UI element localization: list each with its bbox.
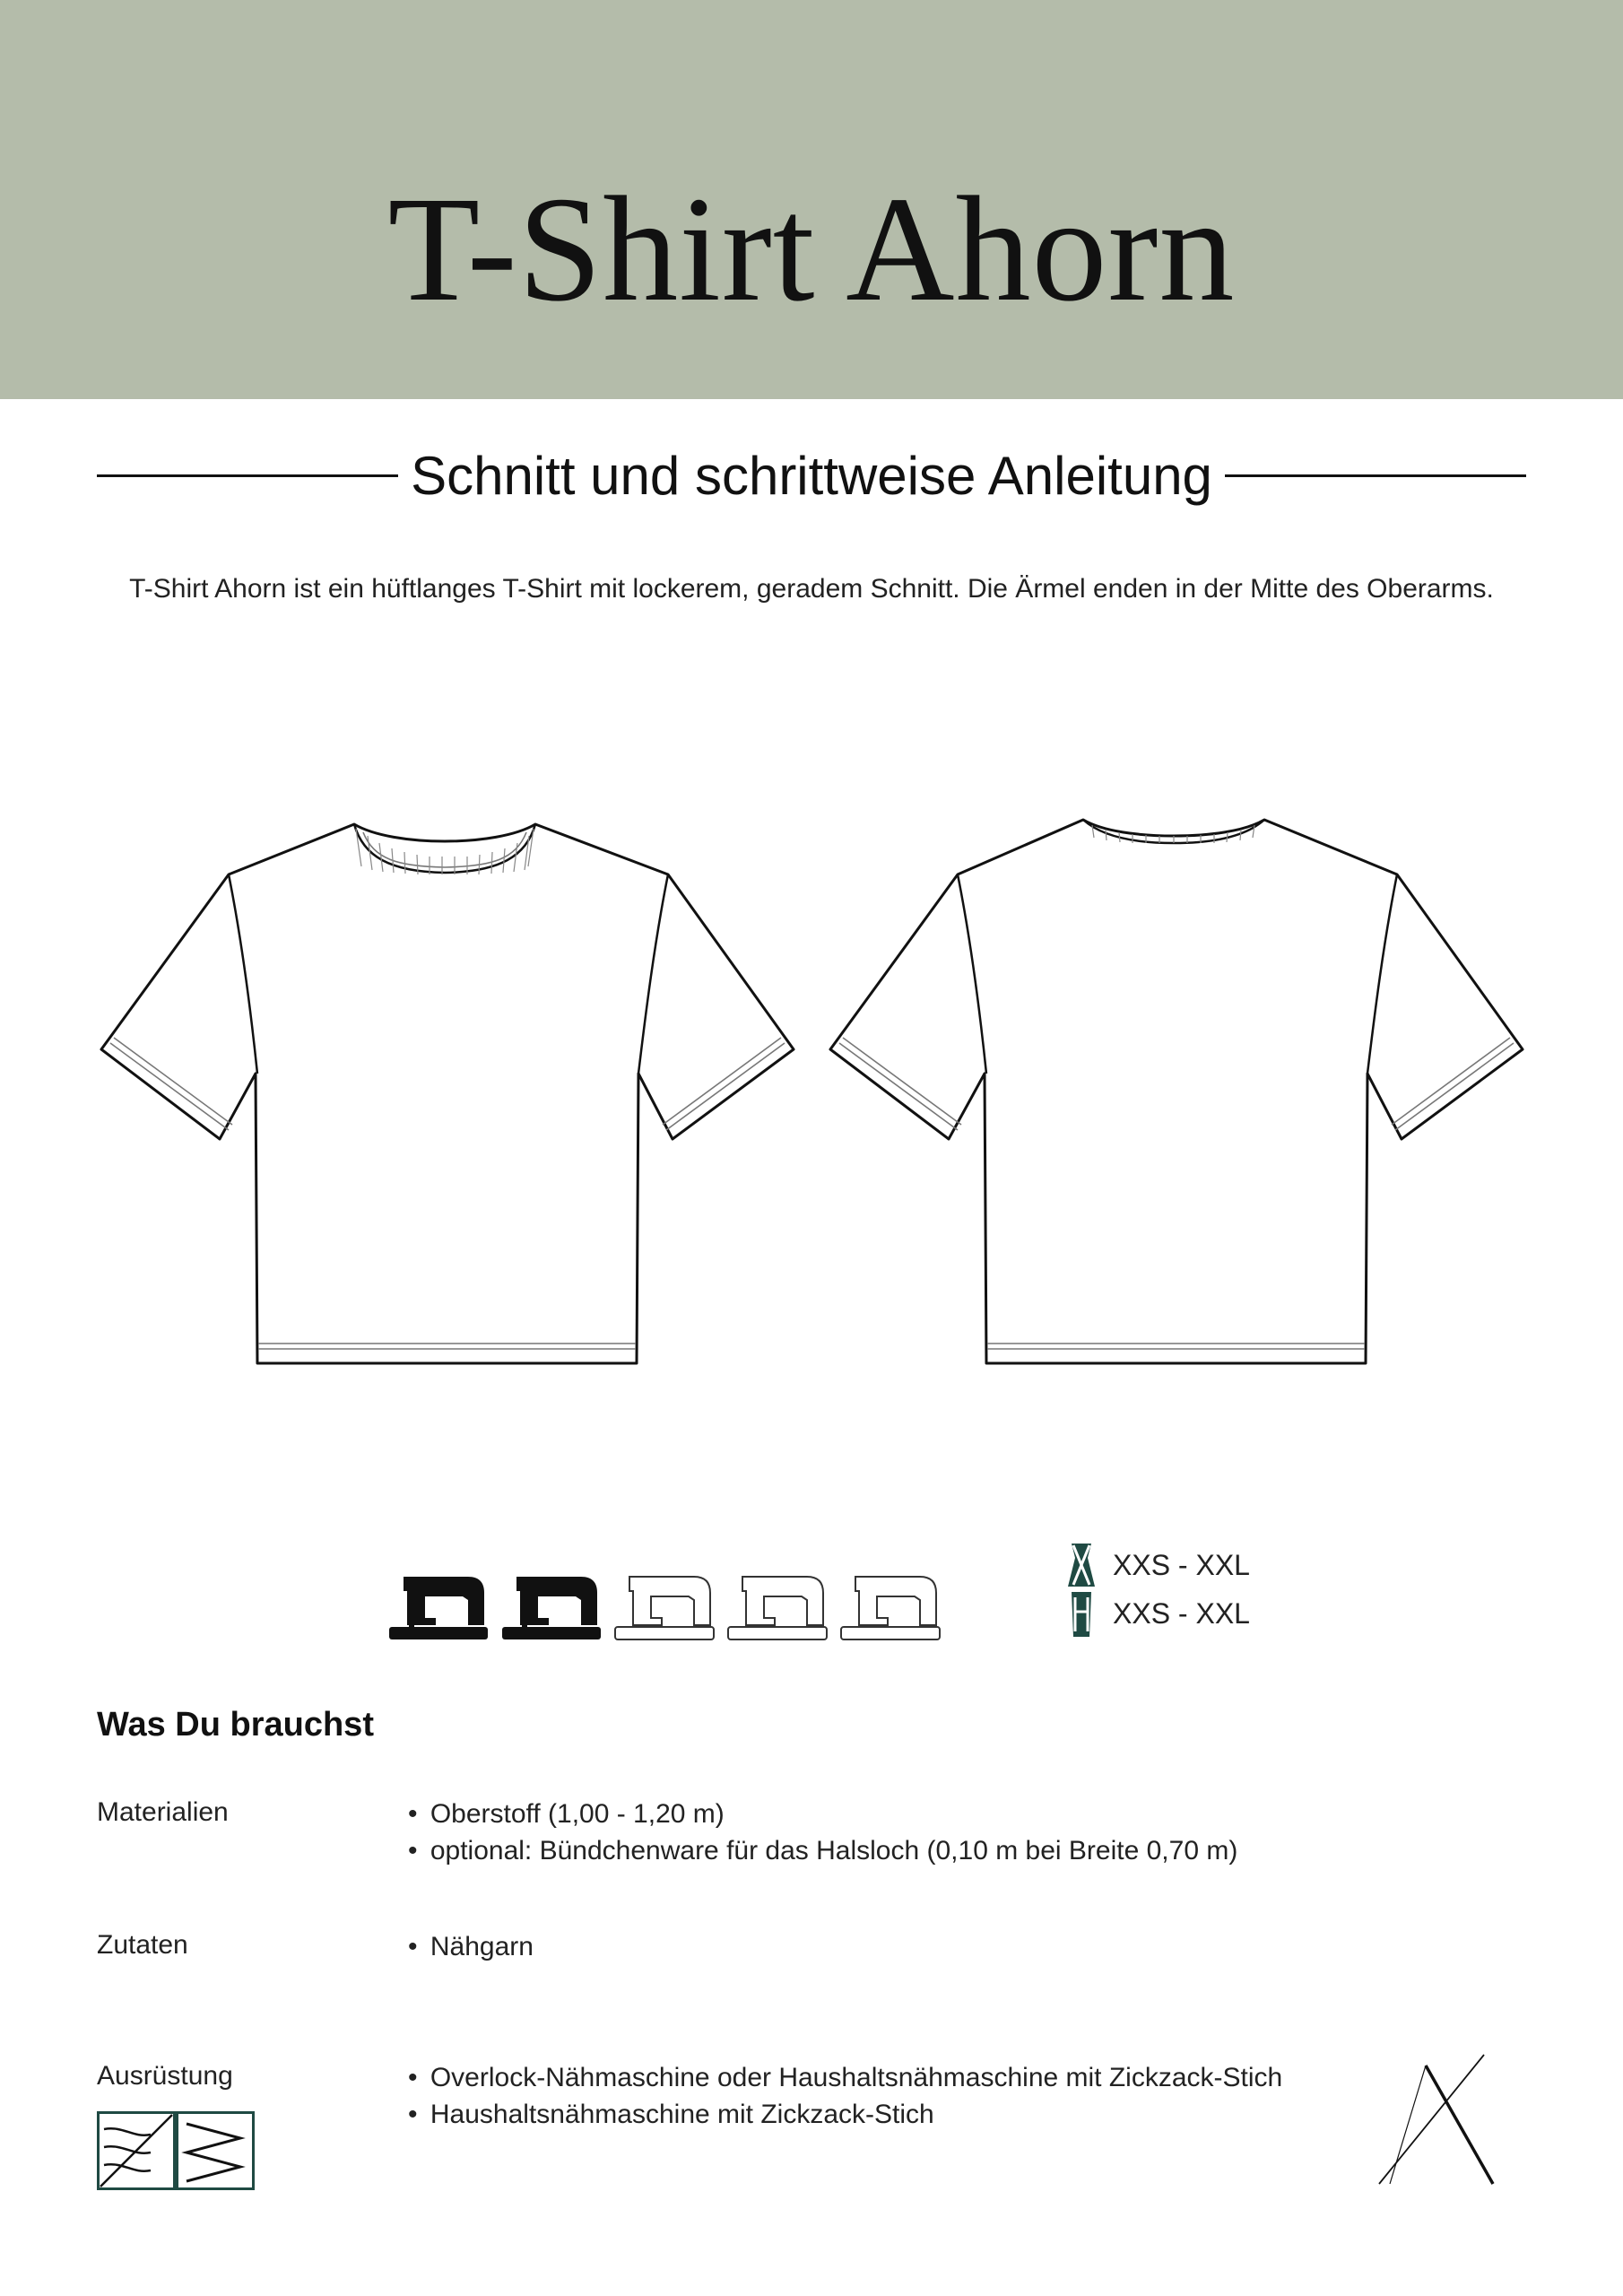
sewing-machine-icon: [725, 1561, 830, 1643]
sewing-machine-icon: [838, 1561, 943, 1643]
size-label: XXS - XXL: [1113, 1596, 1250, 1630]
dress-form-x-icon: [1063, 1540, 1100, 1590]
size-row: [1063, 1541, 1250, 1589]
brand-logo-icon: [1372, 2049, 1506, 2188]
tshirt-front-sketch: [94, 789, 803, 1372]
sewing-machine-icon: [386, 1561, 491, 1643]
intro-text: T-Shirt Ahorn ist ein hüftlanges T-Shirt mit lockerem, geradem Schnitt. Die Ärmel enden in der Mitte des Oberarms.: [129, 574, 1494, 604]
sewing-machine-icon: [499, 1561, 604, 1643]
subtitle-rule-right: [1225, 474, 1526, 477]
size-label: XXS - XXL: [1113, 1548, 1250, 1581]
list-item: • Overlock-Nähmaschine oder Haushaltsnähmaschine mit Zickzack-Stich: [408, 2059, 1282, 2096]
subtitle-rule-left: [97, 474, 398, 477]
section-heading: Was Du brauchst: [97, 1706, 374, 1744]
dress-form-h-icon: [1063, 1588, 1100, 1639]
list-item: • Oberstoff (1,00 - 1,20 m): [408, 1796, 1237, 1832]
tshirt-back-sketch: [823, 789, 1532, 1372]
size-range: [1063, 1541, 1250, 1638]
subtitle: Schnitt und schrittweise Anleitung: [411, 445, 1212, 506]
list-materialien: [408, 1796, 1237, 1869]
page-title: T-Shirt Ahorn: [387, 166, 1236, 333]
subtitle-row: [97, 439, 1526, 511]
row-label-zutaten: Zutaten: [97, 1930, 188, 1960]
stitch-type-icon: [97, 2111, 255, 2190]
row-label-ausruestung: Ausrüstung: [97, 2061, 233, 2091]
sewing-machine-icon: [612, 1561, 717, 1643]
list-zutaten: [408, 1928, 534, 1965]
list-ausruestung: [408, 2059, 1282, 2133]
list-item: • Haushaltsnähmaschine mit Zickzack-Stich: [408, 2096, 1282, 2133]
row-label-materialien: Materialien: [97, 1797, 229, 1827]
list-item: • optional: Bündchenware für das Halsloch (0,10 m bei Breite 0,70 m): [408, 1832, 1237, 1869]
difficulty-rating: [386, 1561, 943, 1643]
list-item: • Nähgarn: [408, 1928, 534, 1965]
size-row: [1063, 1589, 1250, 1638]
